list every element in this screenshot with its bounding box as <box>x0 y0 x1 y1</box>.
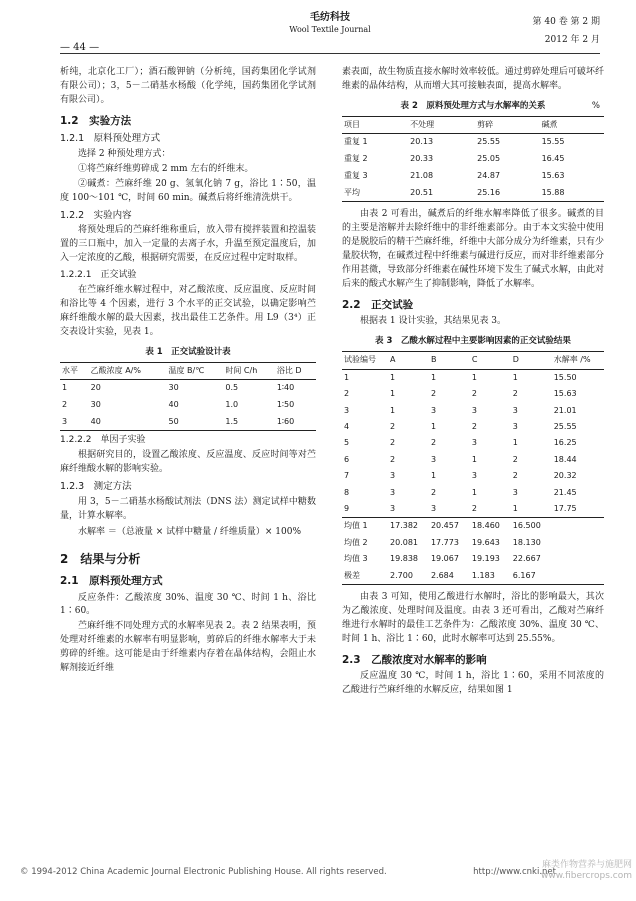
continued-paragraph: 素表面，故生物质直接水解时效率较低。通过剪碎处理后可破坏纤维素的晶体结构，从而增大其可接触表面，提高水解率。 <box>342 67 604 91</box>
table-cell: 3 <box>430 454 437 464</box>
table-cell: 24.87 <box>477 171 501 181</box>
table-cell: 3 <box>430 503 437 513</box>
table-cell: 重复 1 <box>344 137 368 147</box>
watermark <box>541 860 632 882</box>
table-cell: 1 <box>512 372 518 382</box>
table-cell: 2 <box>390 422 396 431</box>
journal-title-cn: 毛纺科技 <box>310 12 350 23</box>
table-row <box>60 414 316 431</box>
table-cell: 1 <box>62 383 68 393</box>
section-1-2-2-title: 1.2.2 实验内容 <box>60 209 132 221</box>
table-3-header: B <box>429 352 470 369</box>
table-cell: 20.51 <box>408 185 475 202</box>
table-row <box>342 568 604 585</box>
table-cell: 20 <box>90 383 101 393</box>
table-3-body <box>342 369 604 584</box>
table-cell: 17.75 <box>553 503 577 513</box>
table-cell: 1∶60 <box>275 414 316 431</box>
table-row <box>342 518 604 535</box>
table-3-header: D <box>511 352 552 369</box>
table-cell: 2 <box>390 454 396 464</box>
table-cell: 2 <box>471 422 477 431</box>
table-row <box>342 134 604 151</box>
table-cell: 40 <box>89 414 167 431</box>
table-cell: 15.63 <box>553 389 577 399</box>
pretreatment-lead: 选择 2 种预处理方式： <box>78 148 171 159</box>
section-2-1-title: 2.1 原料预处理方式 <box>60 575 163 588</box>
table-row <box>342 452 604 468</box>
watermark-line-2: www.fibercrops.com <box>541 870 632 881</box>
pretreatment-item-2: ②碱煮：苎麻纤维 20 g、氢氧化钠 7 g，浴比 1∶50，温度 100～101 ℃，时间 60 min。碱煮后将纤维清洗烘干。 <box>60 178 316 203</box>
table-cell: 2 <box>471 503 477 513</box>
table-row <box>342 185 604 202</box>
table-cell: 2 <box>512 389 518 399</box>
table-1 <box>60 362 316 431</box>
concentration-paragraph: 反应温度 30 ℃，时间 1 h，浴比 1∶60，采用不同浓度的乙酸进行苎麻纤维的水解反应，结果如图 1 <box>342 670 604 695</box>
table-cell: 2 <box>512 471 518 481</box>
table-cell: 6.167 <box>511 568 552 585</box>
table-2 <box>342 116 604 202</box>
table-cell: 均值 2 <box>344 537 368 547</box>
table-cell: 1∶50 <box>276 400 295 410</box>
table-cell <box>552 518 604 535</box>
table-2-header: 不处理 <box>408 117 475 134</box>
table-cell: 15.63 <box>541 171 565 181</box>
table-1-caption: 表 1 正交试验设计表 <box>145 346 231 357</box>
volume-issue: 第 40 卷 第 2 期 <box>532 17 600 27</box>
table-2-header: 剪碎 <box>475 117 539 134</box>
section-1-2-2-2-title: 1.2.2.2 单因子实验 <box>60 435 146 446</box>
table-cell: 1∶40 <box>276 383 295 393</box>
table-cell: 25.55 <box>477 137 501 147</box>
table-cell: 重复 3 <box>344 171 368 181</box>
table-cell: 20.081 <box>390 537 419 547</box>
table-cell: 20.13 <box>410 137 434 147</box>
table-row <box>342 501 604 518</box>
section-2-title: 2 结果与分析 <box>60 551 141 566</box>
table-2-analysis: 由表 2 可看出，碱煮后的纤维水解率降低了很多。碱煮的目的主要是溶解并去除纤维中的非纤维素部分。由于本文实验中使用的是脱胶后的精干苎麻纤维，纤维中大部分成分为纤维素，只有少量胶状物，在碱煮过程中纤维素与碱进行反应，而对非纤维素部分作用甚微，导致部分纤维素在碱性环境下发生了碱式水解，由此对后来的酸式水解产生了抑制影响，降低了水解率。 <box>342 209 604 290</box>
table-cell: 3 <box>390 503 396 513</box>
table-cell: 17.773 <box>430 537 459 547</box>
table-cell: 3 <box>512 487 518 497</box>
footer-url: http://www.cnki.net <box>473 867 556 877</box>
table-cell: 21.08 <box>410 171 434 181</box>
table-cell <box>552 535 604 551</box>
table-cell: 均值 1 <box>342 518 388 535</box>
right-column <box>342 66 604 699</box>
table-cell: 17.382 <box>388 518 429 535</box>
table-1-header: 浴比 D <box>275 362 316 379</box>
table-cell: 19.193 <box>471 554 500 564</box>
table-row <box>342 419 604 435</box>
table-cell: 2.684 <box>429 568 470 585</box>
table-cell: 1 <box>344 372 350 382</box>
table-cell: 极差 <box>342 568 388 585</box>
table-cell: 18.44 <box>553 454 577 464</box>
table-row <box>342 468 604 484</box>
table-cell: 50 <box>166 414 223 431</box>
table-cell: 2 <box>344 389 350 399</box>
table-2-header: 碱煮 <box>540 117 604 134</box>
table-cell <box>552 568 604 585</box>
page-number: — 44 — <box>60 42 100 53</box>
section-1-2-2-1-title: 1.2.2.1 正交试验 <box>60 270 137 281</box>
table-cell: 1 <box>512 438 518 448</box>
hydrolysis-formula: 水解率 ＝（总液量 × 试样中糖量 / 纤维质量）× 100% <box>78 526 302 537</box>
table-cell: 平均 <box>342 185 408 202</box>
table-cell: 16.25 <box>553 438 577 448</box>
table-row <box>342 403 604 419</box>
table-cell: 2 <box>430 389 437 399</box>
left-column <box>60 66 316 677</box>
table-3-header: C <box>470 352 511 369</box>
table-cell: 3 <box>471 471 477 481</box>
table-cell: 20.32 <box>553 471 577 481</box>
table-cell: 21.01 <box>553 405 577 415</box>
table-row <box>342 386 604 402</box>
experiment-content-paragraph: 将预处理后的苎麻纤维称重后，放入带有搅拌装置和控温装置的三口瓶中，加入一定量的去离子水，升温至预定温度后，加入一定浓度的乙酸，根据研究需要，在反应过程中定时取样。 <box>60 225 316 264</box>
table-cell: 重复 2 <box>344 154 368 164</box>
table-cell: 3 <box>60 414 89 431</box>
table-cell: 1.183 <box>470 568 511 585</box>
table-cell: 1.0 <box>225 400 239 410</box>
table-3-header: 试验编号 <box>342 352 388 369</box>
table-cell: 3 <box>390 487 396 497</box>
table-cell: 3 <box>390 471 396 481</box>
table-2-unit: % <box>591 100 600 111</box>
table-2-caption <box>342 100 604 113</box>
table-cell: 18.130 <box>512 537 541 547</box>
table-cell: 2.700 <box>388 568 429 585</box>
intro-paragraph: 析纯，北京化工厂）；酒石酸钾钠（分析纯，国药集团化学试剂有限公司）；3，5－二硝基水杨酸（化学纯，国药集团化学试剂有限公司）。 <box>60 67 316 105</box>
table-cell: 15.50 <box>553 372 577 382</box>
table-1-header: 水平 <box>60 362 89 379</box>
table-row <box>342 151 604 168</box>
table-cell: 2 <box>62 400 68 410</box>
method-paragraph: 用 3，5－二硝基水杨酸试剂法（DNS 法）测定试样中糖数量，计算水解率。 <box>60 496 316 521</box>
table-3-caption: 表 3 乙酸水解过程中主要影响因素的正交试验结果 <box>375 336 571 347</box>
table-cell: 3 <box>471 438 477 448</box>
table-cell: 2 <box>430 487 437 497</box>
table-cell: 均值 3 <box>344 554 368 564</box>
table-cell: 1 <box>430 471 437 481</box>
table-cell: 3 <box>471 405 477 415</box>
table-cell: 0.5 <box>225 383 239 393</box>
table-cell: 21.45 <box>553 487 577 497</box>
orthogonal-result-lead: 根据表 1 设计实验，其结果见表 3。 <box>360 316 507 327</box>
table-3 <box>342 351 604 584</box>
table-cell: 3 <box>512 422 518 431</box>
table-cell: 1 <box>471 487 477 497</box>
table-1-header: 乙酸浓度 A/% <box>89 362 167 379</box>
table-cell: 1 <box>512 503 518 513</box>
table-cell: 40 <box>168 400 179 410</box>
single-factor-paragraph: 根据研究目的，设置乙酸浓度、反应温度、反应时间等对苎麻纤维酸水解的影响实验。 <box>60 450 316 475</box>
pretreatment-result-paragraph: 苎麻纤维不同处理方式的水解率见表 2。表 2 结果表明，预处理对纤维素的水解率有明显影响，剪碎后的纤维水解率大于未剪碎的纤维。这可能是由于纤维素内存着在晶体结构，会阻止水解剂接近纤维 <box>60 621 316 674</box>
table-row <box>60 380 316 397</box>
table-3-header: A <box>388 352 429 369</box>
table-cell: 7 <box>344 471 350 481</box>
table-cell: 1 <box>430 372 437 382</box>
table-row <box>60 397 316 414</box>
table-cell: 16.45 <box>541 154 565 164</box>
table-1-header: 时间 C/h <box>223 362 274 379</box>
table-cell: 15.88 <box>540 185 604 202</box>
table-cell: 25.16 <box>475 185 539 202</box>
journal-title-en: Wool Textile Journal <box>289 25 371 34</box>
table-cell: 19.838 <box>390 554 419 564</box>
table-2-header: 项目 <box>342 117 408 134</box>
table-cell: 1 <box>390 405 396 415</box>
section-1-2-3-title: 1.2.3 测定方法 <box>60 481 132 493</box>
table-cell: 1 <box>471 454 477 464</box>
table-cell: 9 <box>344 503 350 513</box>
watermark-line-1: 麻类作物营养与施肥网 <box>541 860 632 870</box>
table-cell: 2 <box>430 438 437 448</box>
table-cell: 2 <box>390 438 396 448</box>
table-cell <box>552 551 604 567</box>
table-cell: 20.33 <box>410 154 434 164</box>
table-cell: 2 <box>512 454 518 464</box>
table-cell: 1 <box>430 422 437 431</box>
page-footer <box>20 866 616 879</box>
table-3-analysis: 由表 3 可知，使用乙酸进行水解时，浴比的影响最大，其次为乙酸浓度、处理时间及温度。由表 3 还可看出，乙酸对苎麻纤维进行水解时的最佳工艺条件为：乙酸浓度 30%、温度 30 ℃、时间 1 h、浴比 1∶60，此时水解率可达到 25.55%。 <box>342 591 604 644</box>
table-cell: 3 <box>430 405 437 415</box>
table-cell: 30 <box>168 383 179 393</box>
issue-date: 2012 年 2 月 <box>544 35 600 45</box>
table-2-title: 表 2 原料预处理方式与水解率的关系 <box>400 100 546 111</box>
table-cell: 1 <box>390 372 396 382</box>
section-1-2-1-title: 1.2.1 原料预处理方式 <box>60 133 161 145</box>
table-row <box>342 485 604 501</box>
section-2-2-title: 2.2 正交试验 <box>342 299 414 312</box>
table-row <box>342 551 604 567</box>
table-cell: 25.55 <box>553 422 577 431</box>
table-1-header: 温度 B/℃ <box>166 362 223 379</box>
table-cell: 20.457 <box>429 518 470 535</box>
copyright-text: © 1994-2012 China Academic Journal Electronic Publishing House. All rights reserved. <box>20 867 387 877</box>
reaction-conditions: 反应条件：乙酸浓度 30%、温度 30 ℃、时间 1 h、浴比 1∶60。 <box>60 592 316 617</box>
table-cell: 5 <box>344 438 350 448</box>
table-cell: 1 <box>390 389 396 399</box>
table-row <box>342 168 604 185</box>
table-cell: 4 <box>344 422 350 431</box>
table-cell: 8 <box>344 487 350 497</box>
table-cell: 16.500 <box>511 518 552 535</box>
table-cell: 15.55 <box>541 137 565 147</box>
table-cell: 3 <box>344 405 350 415</box>
pretreatment-item-1: ①将苎麻纤维剪碎成 2 mm 左右的纤维末。 <box>78 163 254 174</box>
table-cell: 3 <box>512 405 518 415</box>
section-1-2-title: 1.2 实验方法 <box>60 114 132 127</box>
page-header <box>60 10 600 54</box>
table-cell: 19.643 <box>471 537 500 547</box>
table-row <box>342 369 604 386</box>
table-cell: 19.067 <box>430 554 459 564</box>
section-2-3-title: 2.3 乙酸浓度对水解率的影响 <box>342 653 487 666</box>
table-row <box>342 535 604 551</box>
table-row <box>342 435 604 451</box>
table-cell: 2 <box>471 389 477 399</box>
table-cell: 30 <box>90 400 101 410</box>
table-cell: 18.460 <box>470 518 511 535</box>
table-cell: 1 <box>471 372 477 382</box>
table-cell: 22.667 <box>512 554 541 564</box>
table-cell: 6 <box>344 454 350 464</box>
table-3-header: 水解率 /% <box>552 352 604 369</box>
table-cell: 25.05 <box>477 154 501 164</box>
orthogonal-paragraph: 在苎麻纤维水解过程中，对乙酸浓度、反应温度、反应时间和浴比等 4 个因素，进行 3 个水平的正交试验，以确定影响苎麻纤维酸水解的最大因素，找出最佳工艺条件。用 L9（3⁴）正交表设计实验，见表 1。 <box>60 285 316 337</box>
table-cell: 1.5 <box>223 414 274 431</box>
